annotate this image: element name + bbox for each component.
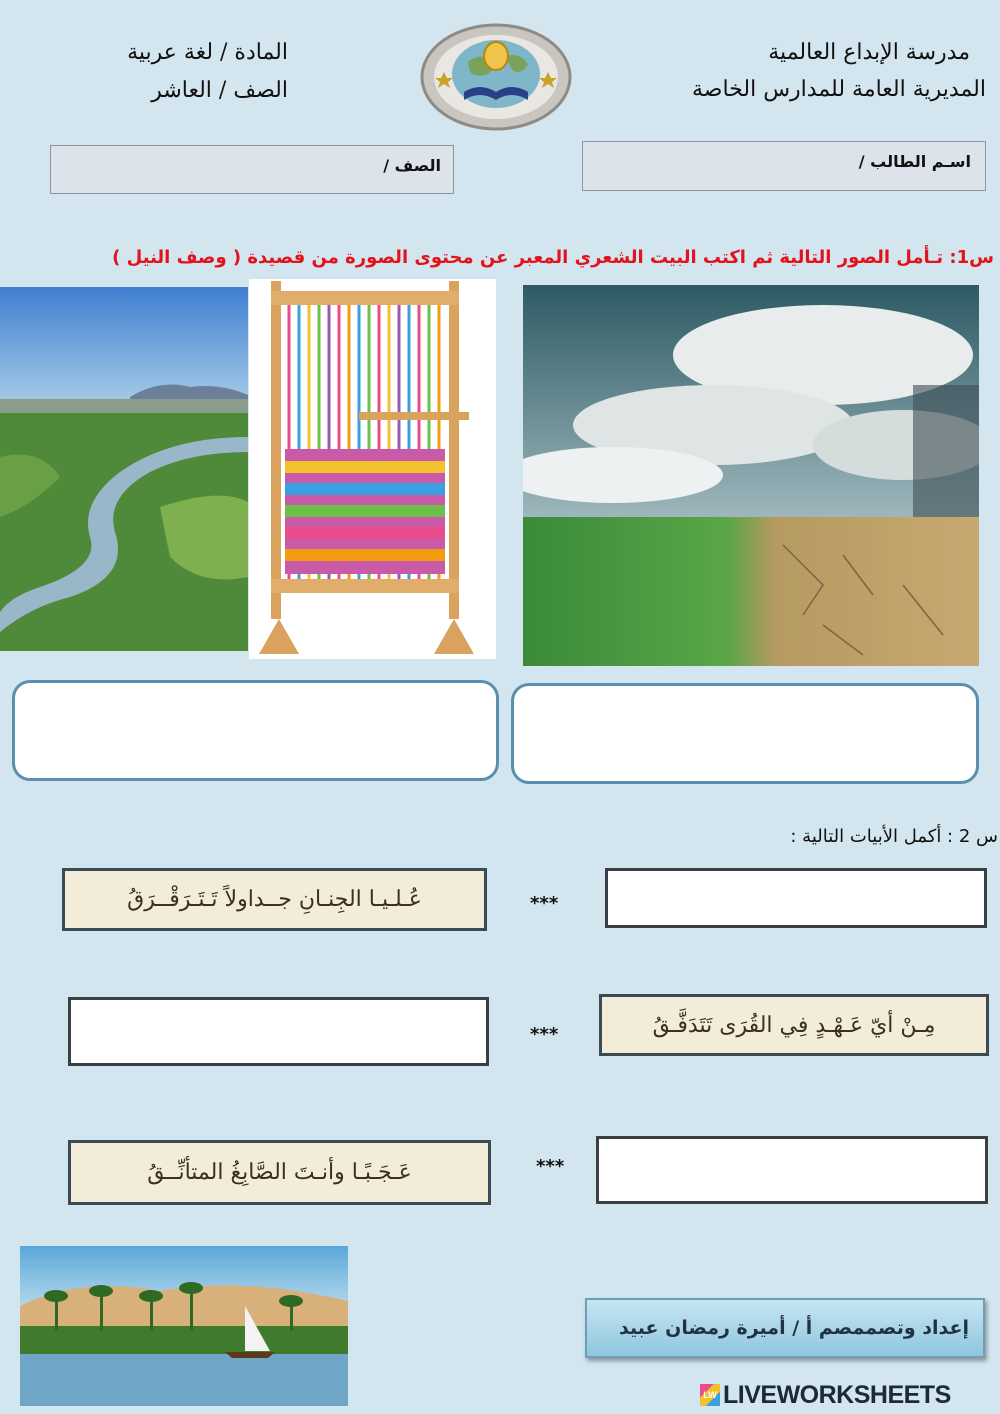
nile-landscape-image [20, 1246, 348, 1406]
loom-image [249, 279, 496, 659]
verse-given-2: مِـنْ أيّ عَـهْـدٍ فِي القُرَى تَتَدَفَّـقُ [599, 994, 989, 1056]
class-field[interactable] [50, 145, 454, 194]
grade-label: الصف / العاشر [151, 78, 288, 103]
answer-box-2[interactable] [12, 680, 499, 781]
answer-box-1[interactable] [511, 683, 979, 784]
class-label: الصف / [383, 156, 441, 175]
subject-label: المادة / لغة عربية [127, 40, 288, 65]
verse-given-1: عُـلـيـا الجِنـانِ جــداولاً تَـتَـرَقْــرَقُ [62, 868, 487, 931]
student-name-label: اسـم الطالب / [858, 152, 971, 171]
question2-text: س 2 : أكمل الأبيات التالية : [790, 826, 998, 847]
verse-input-2[interactable] [68, 997, 489, 1066]
question1-text: س1: تـأمل الصور التالية ثم اكتب البيت الشعري المعبر عن محتوى الصورة من قصيدة ( وصف النيل ) [112, 247, 994, 268]
verse-separator-2: *** [530, 1024, 559, 1045]
school-name: مدرسة الإبداع العالمية [768, 40, 970, 65]
verse-separator-1: *** [530, 893, 559, 914]
river-image [0, 287, 248, 651]
verse-input-3[interactable] [596, 1136, 988, 1204]
directorate-name: المديرية العامة للمدارس الخاصة [692, 77, 986, 102]
student-name-field[interactable] [582, 141, 986, 191]
verse-given-3: عَـجَـبًـا وأنـتَ الصَّابِغُ المتأنِّــقُ [68, 1140, 491, 1205]
liveworksheets-logo-icon: LW [700, 1384, 720, 1406]
clouds-field-image [523, 285, 979, 666]
verse-input-1[interactable] [605, 868, 987, 928]
liveworksheets-wordmark[interactable]: LIVEWORKSHEETS [723, 1380, 951, 1409]
liveworksheets-brand [700, 1378, 951, 1412]
school-logo [418, 22, 574, 132]
author-credit: إعداد وتصممصم أ / أميرة رمضان عبيد [585, 1298, 985, 1358]
verse-separator-3: *** [536, 1156, 565, 1177]
